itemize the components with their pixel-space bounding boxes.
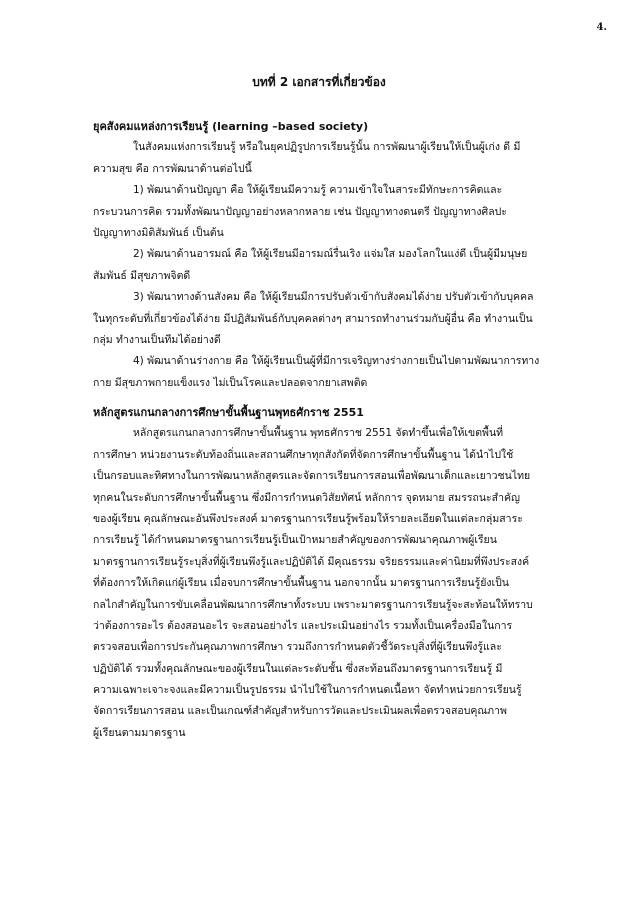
paragraph-line: กลไกสำคัญในการขับเคลื่อนพัฒนาการศึกษาทั้งระบบ เพราะมาตรฐานการเรียนรู้จะสะท้อนให้ทราบ xyxy=(93,598,533,611)
paragraph-line: ที่ต้องการให้เกิดแก่ผู้เรียน เมื่อจบการศึกษาขั้นพื้นฐาน นอกจากนั้น มาตรฐานการเรียนรู้ยังเป็น xyxy=(93,577,509,590)
section-core-curriculum xyxy=(93,402,553,744)
paragraph-line: ความเฉพาะเจาะจงและมีความเป็นรูปธรรม นำไปใช้ในการกำหนดเนื้อหา จัดทำหน่วยการเรียนรู้ xyxy=(93,684,522,697)
paragraph-line: หลักสูตรแกนกลางการศึกษาขั้นพื้นฐาน พุทธศักราช 2551 จัดทำขึ้นเพื่อให้เขตพื้นที่ xyxy=(133,427,504,440)
paragraph-line: จัดการเรียนการสอน และเป็นเกณฑ์สำคัญสำหรับการวัดและประเมินผลเพื่อตรวจสอบคุณภาพ xyxy=(93,705,507,718)
paragraph-line: กลุ่ม ทำงานเป็นทีมได้อย่างดี xyxy=(93,333,221,346)
paragraph-line: การศึกษา หน่วยงานระดับท้องถิ่นและสถานศึกษาทุกสังกัดที่จัดการศึกษาขั้นพื้นฐาน ได้นำไปใช้ xyxy=(93,448,514,461)
paragraph-line: มาตรฐานการเรียนรู้ระบุสิ่งที่ผู้เรียนพึงรู้และปฏิบัติได้ มีคุณธรรม จริยธรรมและค่านิยมที่พึงประสงค์ xyxy=(93,555,530,568)
paragraph-line: ว่าต้องการอะไร ต้องสอนอะไร จะสอนอย่างไร และประเมินอย่างไร รวมทั้งเป็นเครื่องมือในการ xyxy=(93,619,513,632)
paragraph-line: ปัญญาทางมิติสัมพันธ์ เป็นต้น xyxy=(93,226,224,239)
paragraph-line: กาย มีสุขภาพกายแข็งแรง ไม่เป็นโรคและปลอดจากยาเสพติด xyxy=(93,376,368,389)
paragraph-line: ความสุข คือ การพัฒนาด้านต่อไปนี้ xyxy=(93,162,252,175)
page-number: 4. xyxy=(596,22,607,33)
section-heading: หลักสูตรแกนกลางการศึกษาขั้นพื้นฐานพุทธศักราช 2551 xyxy=(93,406,364,419)
paragraph-line: 4) พัฒนาด้านร่างกาย คือ ให้ผู้เรียนเป็นผู้ที่มีการเจริญทางร่างกายเป็นไปตามพัฒนาการทาง xyxy=(133,355,540,368)
section-heading: ยุคสังคมแหล่งการเรียนรู้ (learning –based society) xyxy=(93,120,369,133)
chapter-title: บทที่ 2 เอกสารที่เกี่ยวข้อง xyxy=(252,75,386,89)
paragraph-line: การเรียนรู้ ได้กำหนดมาตรฐานการเรียนรู้เป็นเป้าหมายสำคัญของการพัฒนาคุณภาพผู้เรียน xyxy=(93,534,497,547)
paragraph-line: เป็นกรอบและทิศทางในการพัฒนาหลักสูตรและจัดการเรียนการสอนเพื่อพัฒนาเด็กและเยาวชนไทย xyxy=(93,470,531,483)
paragraph-line: ผู้เรียนตามมาตรฐาน xyxy=(93,726,186,739)
paragraph-line: ในทุกระดับที่เกี่ยวข้องได้ง่าย มีปฏิสัมพันธ์กับบุคคลต่างๆ สามารถทำงานร่วมกับผู้อื่น คือ ทำงานเป็น xyxy=(93,312,533,325)
paragraph-line: กระบวนการคิด รวมทั้งพัฒนาปัญญาอย่างหลากหลาย เช่น ปัญญาทางดนตรี ปัญญาทางศิลปะ xyxy=(93,205,507,218)
paragraph-line: ทุกคนในระดับการศึกษาขั้นพื้นฐาน ซึ่งมีการกำหนดวิสัยทัศน์ หลักการ จุดหมาย สมรรถนะสำคัญ xyxy=(93,491,520,504)
paragraph-line: ปฏิบัติได้ รวมทั้งคุณลักษณะของผู้เรียนในแต่ละระดับชั้น ซึ่งสะท้อนถึงมาตรฐานการเรียนรู้ มี xyxy=(93,662,503,675)
paragraph-line: ในสังคมแห่งการเรียนรู้ หรือในยุคปฏิรูปการเรียนรู้นั้น การพัฒนาผู้เรียนให้เป็นผู้เก่ง ดี มี xyxy=(133,141,521,154)
paragraph-line: 2) พัฒนาด้านอารมณ์ คือ ให้ผู้เรียนมีอารมณ์รื่นเริง แจ่มใส มองโลกในแง่ดี เป็นผู้มีมนุษย xyxy=(133,248,528,261)
paragraph-line: 3) พัฒนาทางด้านสังคม คือ ให้ผู้เรียนมีการปรับตัวเข้ากับสังคมได้ง่าย ปรับตัวเข้ากับบุคคล xyxy=(133,291,534,304)
paragraph-line: ของผู้เรียน คุณลักษณะอันพึงประสงค์ มาตรฐานการเรียนรู้พร้อมให้รายละเอียดในแต่ละกลุ่มสาระ xyxy=(93,512,523,525)
paragraph-line: สัมพันธ์ มีสุขภาพจิตดี xyxy=(93,269,191,282)
paragraph-line: ตรวจสอบเพื่อการประกันคุณภาพการศึกษา รวมถึงการกำหนดตัวชี้วัดระบุสิ่งที่ผู้เรียนพึงรู้และ xyxy=(93,641,502,654)
section-learning-society xyxy=(93,116,553,394)
paragraph-line: 1) พัฒนาด้านปัญญา คือ ให้ผู้เรียนมีความรู้ ความเข้าใจในสาระมีทักษะการคิดและ xyxy=(133,184,503,197)
